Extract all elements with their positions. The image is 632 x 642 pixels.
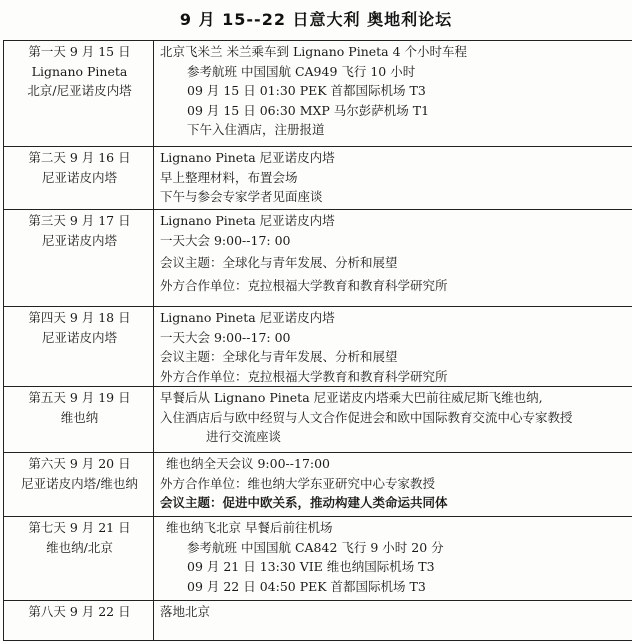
day-cell — [4, 601, 154, 641]
day-place: 维也纳 — [60, 409, 99, 425]
table-row-day-6 — [4, 453, 632, 517]
detail-cell — [154, 147, 632, 210]
day-label: 第三天 9 月 17 日 — [28, 213, 131, 228]
detail-line: 外方合作单位：维也纳大学东亚研究中心专家教授 — [160, 475, 436, 491]
detail-line: 09 月 15 日 01:30 PEK 首都国际机场 T3 — [187, 83, 426, 98]
detail-line: 参考航班 中国国航 CA842 飞行 9 小时 20 分 — [187, 539, 444, 555]
page-title: 9 月 15--22 日意大利 奥地利论坛 — [179, 10, 453, 29]
detail-line: 北京飞米兰 米兰乘车到 Lignano Pineta 4 个小时车程 — [160, 44, 468, 59]
detail-line: 会议主题：促进中欧关系，推动构建人类命运共同体 — [160, 495, 448, 510]
detail-cell — [154, 387, 632, 453]
table-row-day-4 — [4, 307, 632, 387]
detail-cell — [154, 307, 632, 387]
detail-line: 维也纳全天会议 9:00--17:00 — [166, 456, 331, 471]
detail-line: 进行交流座谈 — [206, 429, 282, 444]
table-row-day-1 — [4, 41, 632, 147]
detail-cell — [154, 601, 632, 641]
day-label: 第四天 9 月 18 日 — [28, 310, 131, 325]
day-place: 维也纳/北京 — [46, 539, 113, 555]
day-cell — [4, 453, 154, 517]
day-place-en: Lignano Pineta — [31, 63, 128, 79]
day-label: 第二天 9 月 16 日 — [28, 150, 131, 165]
detail-line: 外方合作单位：克拉根福大学教育和教育科学研究所 — [160, 368, 448, 384]
day-place: 尼亚诺皮内塔 — [41, 232, 117, 248]
detail-cell — [154, 210, 632, 307]
day-cell — [4, 41, 154, 147]
table-row-day-3 — [4, 210, 632, 307]
table-row-day-8 — [4, 601, 632, 641]
day-place: 尼亚诺皮内塔/维也纳 — [21, 475, 138, 491]
detail-line: 一天大会 9:00--17: 00 — [160, 232, 291, 248]
detail-line: 外方合作单位：克拉根福大学教育和教育科学研究所 — [160, 277, 448, 293]
detail-line: 参考航班 中国国航 CA949 飞行 10 小时 — [187, 63, 416, 79]
table-row-day-5 — [4, 387, 632, 453]
detail-cell — [154, 453, 632, 517]
detail-line: 09 月 21 日 13:30 VIE 维也纳国际机场 T3 — [187, 559, 435, 574]
detail-line: 会议主题：全球化与青年发展、分析和展望 — [160, 349, 398, 364]
detail-line: 入住酒店后与欧中经贸与人文合作促进会和欧中国际教育交流中心专家教授 — [160, 409, 573, 425]
day-label: 第七天 9 月 21 日 — [28, 520, 131, 535]
day-cell — [4, 210, 154, 307]
day-place: 尼亚诺皮内塔 — [41, 329, 117, 345]
detail-line: 落地北京 — [160, 604, 211, 619]
day-place: 尼亚诺皮内塔 — [41, 169, 117, 185]
day-cell — [4, 307, 154, 387]
detail-line: 下午与参会专家学者见面座谈 — [160, 189, 323, 204]
detail-line: 09 月 15 日 06:30 MXP 马尔彭萨机场 T1 — [187, 102, 430, 118]
detail-line: 会议主题：全球化与青年发展、分析和展望 — [160, 255, 398, 270]
day-label: 第八天 9 月 22 日 — [28, 604, 131, 619]
day-cell — [4, 147, 154, 210]
itinerary-table — [3, 40, 632, 641]
day-label: 第五天 9 月 19 日 — [28, 390, 131, 405]
detail-cell — [154, 41, 632, 147]
table-row-day-7 — [4, 517, 632, 601]
detail-line: 09 月 22 日 04:50 PEK 首都国际机场 T3 — [187, 578, 426, 594]
detail-line: 一天大会 9:00--17: 00 — [160, 329, 291, 345]
detail-line: 早上整理材料，布置会场 — [160, 169, 298, 185]
detail-line: 下午入住酒店，注册报道 — [187, 122, 325, 137]
day-place: 北京/尼亚诺皮内塔 — [27, 83, 132, 98]
day-cell — [4, 517, 154, 601]
detail-line: Lignano Pineta 尼亚诺皮内塔 — [160, 150, 335, 165]
detail-line: 早餐后从 Lignano Pineta 尼亚诺皮内塔乘大巴前往威尼斯飞维也纳, — [160, 390, 543, 405]
day-label: 第六天 9 月 20 日 — [28, 456, 131, 471]
detail-line: Lignano Pineta 尼亚诺皮内塔 — [160, 213, 335, 228]
day-cell — [4, 387, 154, 453]
day-label: 第一天 9 月 15 日 — [28, 44, 131, 59]
table-row-day-2 — [4, 147, 632, 210]
detail-cell — [154, 517, 632, 601]
detail-line: 维也纳飞北京 早餐后前往机场 — [166, 520, 333, 535]
detail-line: Lignano Pineta 尼亚诺皮内塔 — [160, 310, 335, 325]
